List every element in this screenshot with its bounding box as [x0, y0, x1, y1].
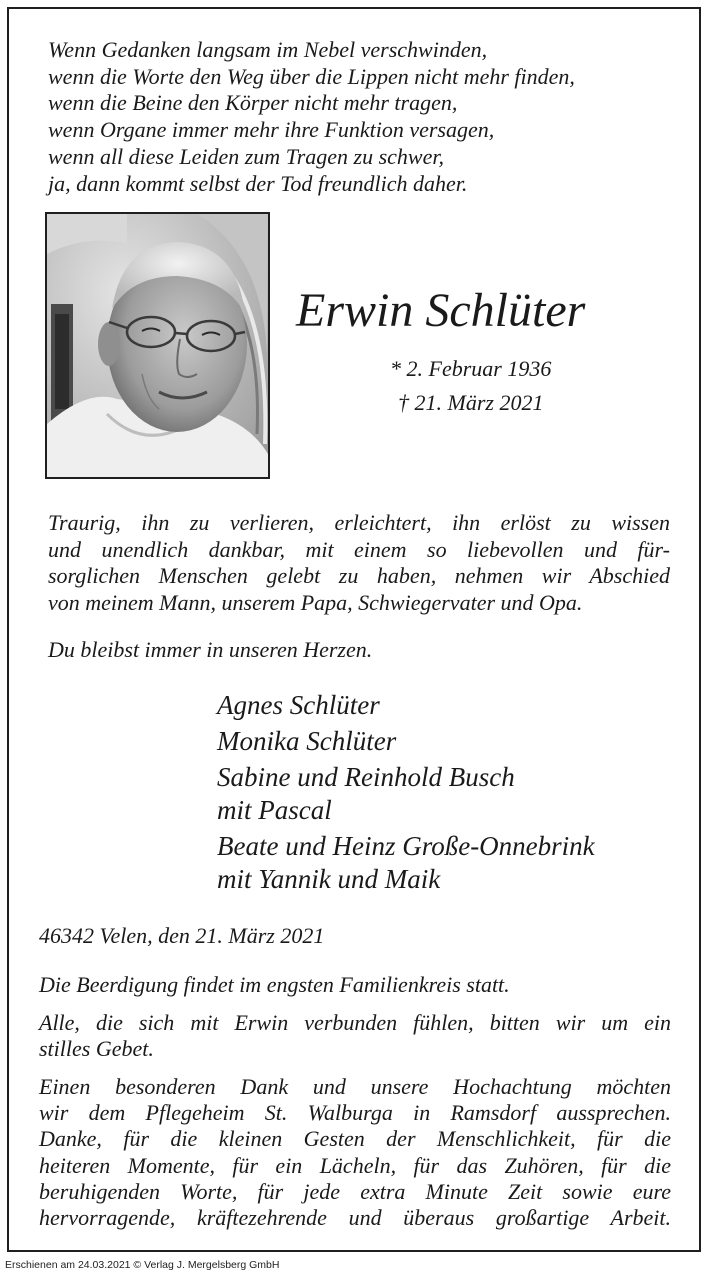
mourner-sub: mit Pascal [217, 795, 332, 825]
message-line: von meinem Mann, unserem Papa, Schwiegervater und Opa. [48, 589, 583, 615]
poem-line: wenn Organe immer mehr ihre Funktion versagen, [48, 117, 495, 143]
funeral-notice: Die Beerdigung findet im engsten Familienkreis statt. [39, 972, 510, 997]
mourner-name: Beate und Heinz Große-Onnebrink [217, 831, 595, 861]
thanks-line: beruhigenden Worte, für jede extra Minute Zeit sowie eure [39, 1178, 671, 1204]
poem-line: wenn die Worte den Weg über die Lippen nicht mehr finden, [48, 63, 575, 89]
mourner-entry [217, 830, 595, 896]
farewell-message [48, 510, 670, 616]
thanks-line: Einen besonderen Dank und unsere Hochachtung möchten [39, 1074, 671, 1099]
thanks-paragraph [39, 1074, 671, 1231]
thanks-line: wir dem Pflegeheim St. Walburga in Ramsdorf aussprechen. [39, 1100, 671, 1126]
poem-line: wenn die Beine den Körper nicht mehr tragen, [48, 90, 458, 116]
poem-line: ja, dann kommt selbst der Tod freundlich daher. [48, 170, 468, 196]
prayer-line: Alle, die sich mit Erwin verbunden fühlen, bitten wir um ein [39, 1010, 671, 1035]
poem-line: Wenn Gedanken langsam im Nebel verschwinden, [48, 37, 488, 62]
death-date: † 21. März 2021 [398, 390, 544, 415]
thanks-line: heiteren Momente, für ein Lächeln, für das Zuhören, für die [39, 1152, 671, 1178]
prayer-request [39, 1010, 671, 1062]
prayer-line: stilles Gebet. [39, 1036, 154, 1061]
place-date: 46342 Velen, den 21. März 2021 [39, 923, 325, 948]
message-line: sorglichen Menschen gelebt zu haben, nehmen wir Abschied [48, 563, 670, 588]
poem-line: wenn all diese Leiden zum Tragen zu schwer, [48, 143, 444, 169]
mourner-entry [217, 689, 595, 722]
poem [48, 37, 575, 197]
mourner-entry [217, 761, 595, 827]
thanks-line: hervorragende, kräftezehrende und überaus großartige Arbeit. [39, 1205, 671, 1231]
message-line: und unendlich dankbar, mit einem so liebevollen und für- [48, 536, 670, 562]
portrait-photo [45, 212, 270, 479]
deceased-name: Erwin Schlüter [296, 284, 586, 337]
publication-footer: Erschienen am 24.03.2021 © Verlag J. Mergelsberg GmbH [5, 1259, 280, 1271]
birth-date: * 2. Februar 1936 [390, 356, 552, 381]
mourner-name: Monika Schlüter [217, 726, 397, 756]
mourner-name: Sabine und Reinhold Busch [217, 762, 515, 792]
thanks-line: Danke, für die kleinen Gesten der Menschlichkeit, für die [39, 1126, 671, 1152]
message-line: Traurig, ihn zu verlieren, erleichtert, ihn erlöst zu wissen [48, 510, 670, 535]
mourners-list [217, 689, 595, 899]
motto: Du bleibst immer in unseren Herzen. [48, 637, 373, 662]
mourner-name: Agnes Schlüter [217, 690, 380, 720]
mourner-entry [217, 725, 595, 758]
mourner-sub: mit Yannik und Maik [217, 864, 441, 894]
